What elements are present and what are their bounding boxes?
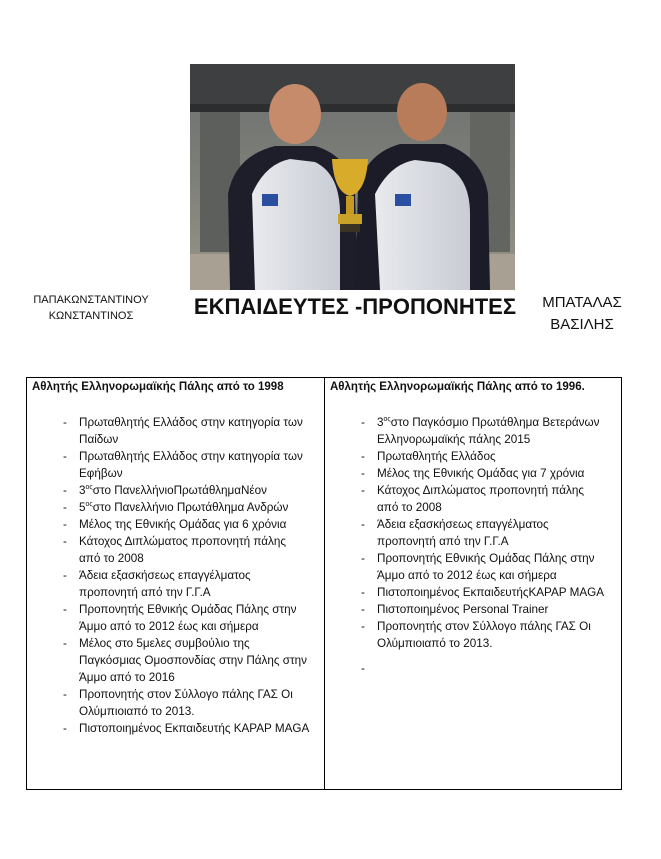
- left-coach-bio: [27, 378, 325, 789]
- bio-table: [26, 377, 622, 790]
- list-item: - Μέλος της Εθνικής Ομάδας για 7 χρόνια: [361, 467, 585, 480]
- list-item: - Πιστοποιημένος ΕκπαιδευτήςΚΑΡΑΡ MAGA: [361, 586, 605, 599]
- list-item: - Κάτοχος Διπλώματος προπονητή πάλης από το 2008: [63, 535, 286, 565]
- list-item: - Άδεια εξασκήσεως επαγγέλματος προπονητή από την Γ.Γ.Α: [361, 518, 549, 548]
- list-item: - Προπονητής Εθνικής Ομάδας Πάλης στην Άμμο από το 2012 έως και σήμερα: [63, 603, 297, 633]
- right-bio-list: - $3^{o\varsigma}\sigma\tau o$ Παγκόσμιο Πρωτάθλημα Βετεράνων Ελληνορωμαϊκής πάλης 2015 - Πρωταθλητής Ελλάδος - Μέλος της Εθνικής Ομάδας για 7 χρόνια - Κάτοχος Διπλώματος προπονητή πάλης από το 2008 - Άδεια εξασκήσεως επαγγέλματος προπονητή από την Γ.Γ.Α - Προπονητής Εθνικής Ομάδας Πάλης στην Άμμο από το 2012 έως και σήμερα - Πιστοποιημένος ΕκπαιδευτήςΚΑΡΑΡ MAGA - Πιστοποιημένος Personal Trainer - Προπονητής στον Σύλλογο πάλης ΓΑΣ Οι Ολύμπιοιαπό το 2013. -: [325, 414, 621, 652]
- list-item: - $5^{o\varsigma}\sigma\tau o$ Πανελλήνιο Πρωτάθλημα Ανδρών: [63, 501, 289, 514]
- coaches-photo-illustration: [190, 64, 515, 290]
- list-item: - Πρωταθλητής Ελλάδος στην κατηγορία των Εφήβων: [63, 450, 303, 480]
- left-bio-list: [27, 414, 324, 737]
- list-item: - Προπονητής Εθνικής Ομάδας Πάλης στην Άμμο από το 2012 έως και σήμερα: [361, 552, 595, 582]
- right-coach-firstname: ΒΑΣΙΛΗΣ: [550, 316, 614, 333]
- left-coach-surname: ΠΑΠΑΚΩΝΣΤΑΝΤΙΝΟΥ: [33, 294, 149, 306]
- list-item: - Προπονητής στον Σύλλογο πάλης ΓΑΣ Οι Ολύμπιοιαπό το 2013.: [63, 688, 293, 718]
- right-coach-name: [532, 292, 632, 336]
- right-coach-surname: ΜΠΑΤΑΛΑΣ: [542, 294, 622, 311]
- left-coach-firstname: ΚΩΝΣΤΑΝΤΙΝΟΣ: [48, 310, 134, 322]
- list-item: - $3^{o\varsigma}\sigma\tau o$ ΠανελλήνιοΠρωτάθλημαΝέον: [63, 484, 267, 497]
- right-bio-heading: Αθλητής Ελληνορωμαϊκής Πάλης από το 1996.: [330, 381, 585, 393]
- list-item: - Μέλος στο 5μελες συμβούλιο της Παγκόσμιας Ομοσπονδίας στην Πάλης στην Άμμο από το 2016: [63, 637, 307, 684]
- left-coach-name: [20, 292, 162, 324]
- right-coach-bio: [325, 378, 621, 789]
- list-item: - Μέλος της Εθνικής Ομάδας για 6 χρόνια: [63, 518, 287, 531]
- list-item: - Κάτοχος Διπλώματος προπονητή πάλης από το 2008: [361, 484, 584, 514]
- list-item: - $3^{o\varsigma}\sigma\tau o$ Παγκόσμιο Πρωτάθλημα Βετεράνων Ελληνορωμαϊκής πάλης 2015: [361, 416, 600, 446]
- left-bio-heading: Αθλητής Ελληνορωμαϊκής Πάλης από το 1998: [32, 381, 284, 393]
- coaches-photo: [190, 64, 515, 290]
- list-item: - Πρωταθλητής Ελλάδος: [361, 450, 496, 463]
- page-title: ΕΚΠΑΙΔΕΥΤΕΣ -ΠΡΟΠΟΝΗΤΕΣ: [193, 294, 517, 319]
- list-item: - Πρωταθλητής Ελλάδος στην κατηγορία των Παίδων: [63, 416, 303, 446]
- list-item: - Άδεια εξασκήσεως επαγγέλματος προπονητή από την Γ.Γ.Α: [63, 569, 251, 599]
- list-item: - Πιστοποιημένος Εκπαιδευτής ΚΑΡΑΡ MAGA: [63, 722, 310, 735]
- list-item: - Προπονητής στον Σύλλογο πάλης ΓΑΣ Οι Ολύμπιοιαπό το 2013.: [361, 620, 591, 650]
- list-item: - Πιστοποιημένος Personal Trainer: [361, 603, 549, 616]
